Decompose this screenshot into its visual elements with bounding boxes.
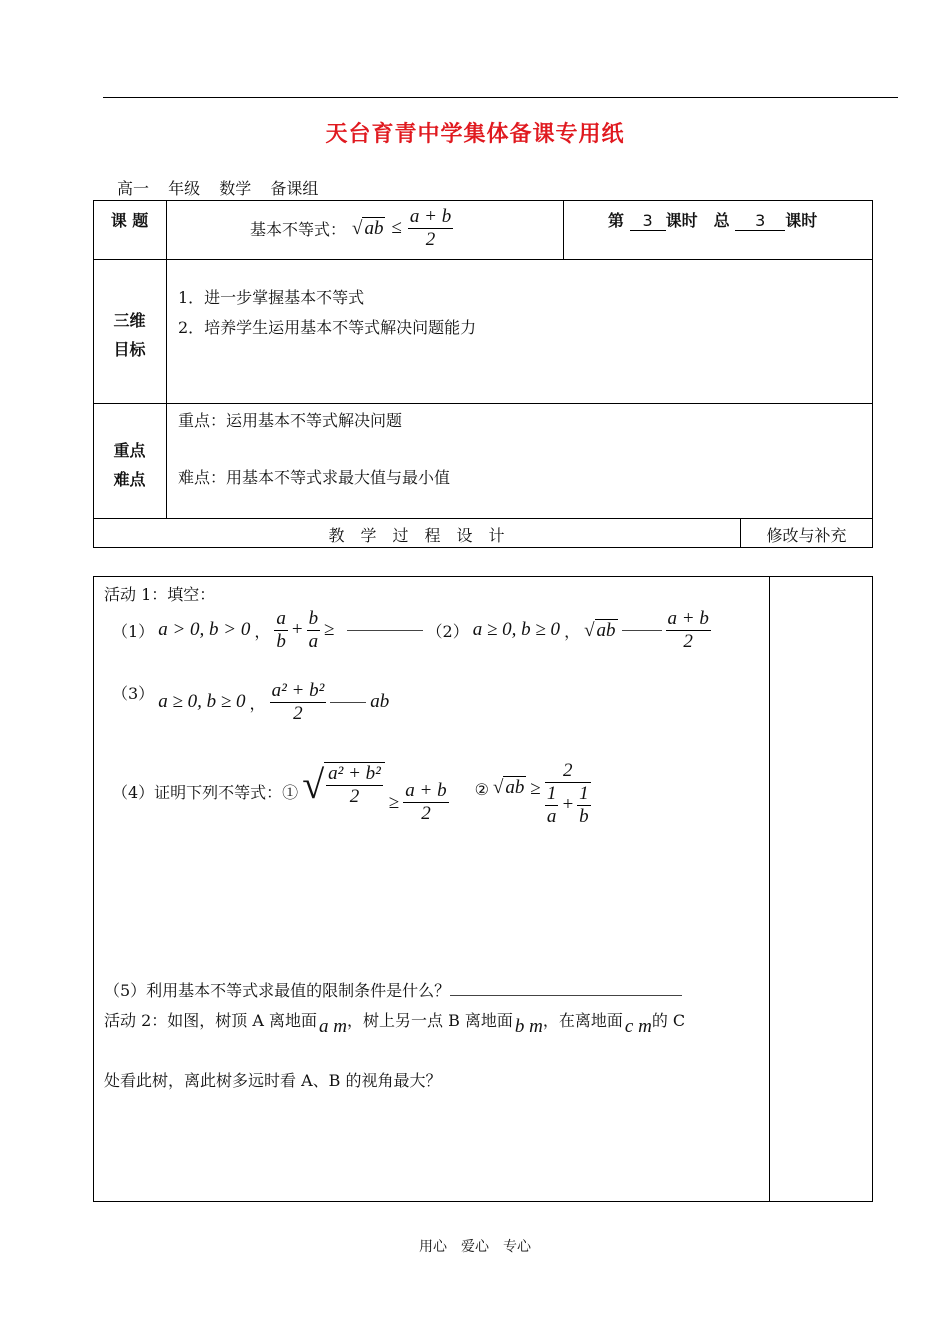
activity-box xyxy=(93,576,873,1202)
topic-fraction: $\frac{a + b}{2}$ xyxy=(409,206,452,250)
revise-header: 修改与补充 xyxy=(766,526,847,545)
subject: 数学 xyxy=(219,179,252,198)
item3: （3） a ≥ 0, b ≥ 0 ， $\frac{\text{a² + b²}}{2}$ ab xyxy=(112,680,390,724)
lesson-count: 第 3 课时 总 3 课时 xyxy=(608,211,818,230)
current-lesson: 3 xyxy=(630,211,666,231)
activity1-title: 活动 1：填空： xyxy=(104,585,216,604)
top-rule xyxy=(103,97,898,98)
key-point: 重点：运用基本不等式解决问题 xyxy=(178,411,403,430)
sqrt-ab: √ ab xyxy=(584,619,616,641)
activity2-line2: 处看此树，离此树多远时看 A、B 的视角最大？ xyxy=(104,1071,442,1090)
item4: （4）证明下列不等式：① √ $\frac{\text{a² + b²}}{2}$ ≥ $\frac{a + b}{2}$ ② √ ab ≥ 2 $\frac{1}{a}$ + $\frac{1}{b}$ xyxy=(112,760,589,827)
blank-2 xyxy=(622,630,662,631)
process-header: 教 学 过 程 设 计 xyxy=(328,526,505,545)
blank-1 xyxy=(347,630,423,631)
revise-column-divider xyxy=(769,576,770,1202)
fraction-arith-mean: $\frac{a + b}{2}$ xyxy=(405,780,447,824)
fraction-a-plus-b: $\frac{a + b}{2}$ xyxy=(667,608,709,652)
blank-5 xyxy=(450,995,682,996)
item5: （5）利用基本不等式求最值的限制条件是什么？ xyxy=(104,978,682,1001)
topic-prefix: 基本不等式： xyxy=(250,219,347,239)
topic-content xyxy=(250,206,453,251)
group: 备课组 xyxy=(270,179,319,198)
table-divider xyxy=(563,200,564,259)
table-divider xyxy=(93,518,873,519)
difficult-point: 难点：用基本不等式求最大值与最小值 xyxy=(178,468,451,487)
goals-list xyxy=(178,283,476,343)
harmonic-mean-fraction: 2 $\frac{1}{a}$ + $\frac{1}{b}$ xyxy=(546,760,589,827)
page-title: 天台育青中学集体备课专用纸 xyxy=(325,121,625,147)
key-difficult-label: 重点 难点 xyxy=(113,441,146,489)
topic-sqrt: √ ab xyxy=(352,217,384,239)
total-lessons: 3 xyxy=(735,211,785,231)
topic-relation: ≤ xyxy=(391,217,402,239)
activity2-line1: 活动 2：如图，树顶 A 离地面 a m ，树上另一点 B 离地面 b m ，在离地面 c m 的 C xyxy=(104,1011,686,1037)
page-footer: 用心 爱心 专心 xyxy=(419,1239,531,1255)
blank-3 xyxy=(330,702,366,703)
fraction-a-over-b: $\frac{a}{b}$ xyxy=(276,608,286,652)
grade: 高一 xyxy=(117,179,150,198)
grade-subject-line xyxy=(103,176,324,201)
lesson-info-table xyxy=(93,200,873,548)
table-divider xyxy=(93,403,873,404)
sqrt-mean-square: √ $\frac{\text{a² + b²}}{2}$ xyxy=(302,762,385,808)
grade-suffix: 年级 xyxy=(168,179,201,198)
topic-label: 课 题 xyxy=(110,211,149,230)
goal-item: 1．进一步掌握基本不等式 xyxy=(178,288,365,307)
fraction-squares: $\frac{\text{a² + b²}}{2}$ xyxy=(271,680,325,724)
table-divider xyxy=(166,200,167,518)
goal-item: 2．培养学生运用基本不等式解决问题能力 xyxy=(178,318,477,337)
item1: （1） a > 0, b > 0 ， $\frac{a}{b}$ + $\frac{b}{a}$ ≥ （2） a ≥ 0, b ≥ 0 ， √ ab $\frac{a + b}{2}$ xyxy=(112,608,709,652)
table-divider xyxy=(93,259,873,260)
fraction-b-over-a: $\frac{b}{a}$ xyxy=(308,608,319,652)
sqrt-ab-2: √ ab xyxy=(492,777,525,798)
goals-label: 三维 目标 xyxy=(113,311,146,359)
